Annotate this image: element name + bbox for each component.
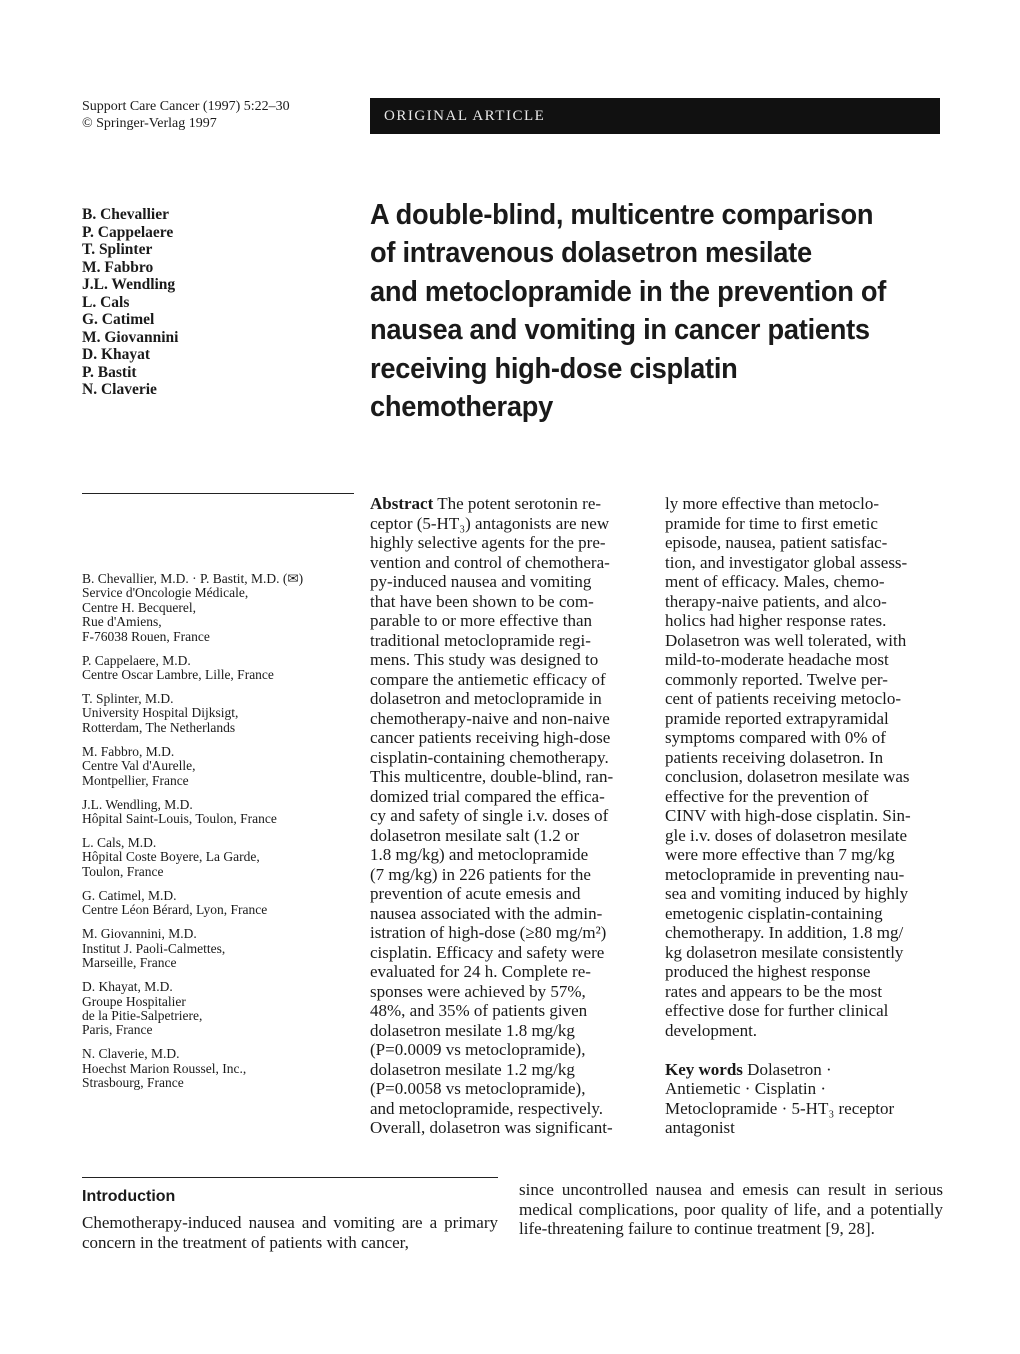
author-name: G. Catimel xyxy=(82,311,155,328)
journal-citation xyxy=(82,98,290,132)
affiliation-line: D. Khayat, M.D. xyxy=(82,979,173,995)
title-line: A double-blind, multicentre comparison xyxy=(370,199,874,231)
title-line: of intravenous dolasetron mesilate xyxy=(370,237,812,270)
affiliation-line: Service d'Oncologie Médicale, xyxy=(82,585,249,601)
abstract-line: ceptor (5-HT₃) antagonists are new xyxy=(370,513,610,533)
author-name: M. Giovannini xyxy=(82,328,179,346)
affiliation-block xyxy=(82,572,372,644)
abstract-line: conclusion, dolasetron mesilate was xyxy=(665,767,910,786)
keyword-line: antagonist xyxy=(665,1118,735,1137)
affiliation-line: B. Chevallier, M.D. · P. Bastit, M.D. (✉) xyxy=(82,571,304,586)
affiliation-block xyxy=(82,692,372,735)
divider xyxy=(82,493,354,494)
abstract-line: domized trial compared the effica- xyxy=(370,786,605,806)
introduction-text-right: since uncontrolled nausea and emesis can result in serious medical complications, poor quality of life, and a potentially life-threatening failure to continue treatment [9, 28]. xyxy=(519,1180,943,1238)
affiliation-line: Toulon, France xyxy=(82,863,164,879)
affiliation-line: Hôpital Coste Boyere, La Garde, xyxy=(82,849,260,865)
affiliation-line: M. Fabbro, M.D. xyxy=(82,743,175,759)
affiliation-line: Paris, France xyxy=(82,1022,153,1038)
affiliation-block xyxy=(82,836,372,879)
affiliation-line: Strasbourg, France xyxy=(82,1075,184,1091)
author-name: L. Cals xyxy=(82,293,130,311)
affiliation-block xyxy=(82,654,372,683)
affiliation-block xyxy=(82,980,372,1038)
abstract-line: kg dolasetron mesilate consistently xyxy=(665,942,904,962)
abstract-line: effective dose for further clinical xyxy=(665,1001,889,1020)
abstract-line: chemotherapy. In addition, 1.8 mg/ xyxy=(665,923,904,942)
author-name: P. Bastit xyxy=(82,363,137,381)
abstract-line: vention and control of chemothera- xyxy=(370,552,610,572)
abstract-label: Abstract xyxy=(370,494,434,513)
keyword-line xyxy=(665,1060,947,1080)
abstract-line: This multicentre, double-blind, ran- xyxy=(370,767,614,786)
affiliation-block xyxy=(82,1047,372,1090)
affiliation-line: Montpellier, France xyxy=(82,772,189,788)
affiliation-line: Centre H. Becquerel, xyxy=(82,599,196,615)
abstract-line: tion, and investigator global assess- xyxy=(665,552,908,572)
affiliation-block xyxy=(82,927,372,970)
abstract-line: (P=0.0009 vs metoclopramide), xyxy=(370,1040,586,1059)
abstract-line: dolasetron mesilate 1.8 mg/kg xyxy=(370,1020,575,1040)
abstract-line: cancer patients receiving high-dose xyxy=(370,728,611,747)
introduction-text-left: Chemotherapy-induced nausea and vomiting are a primary concern in the treatment of patients with cancer, xyxy=(82,1213,498,1252)
affiliation-line: P. Cappelaere, M.D. xyxy=(82,652,191,668)
abstract-line: commonly reported. Twelve per- xyxy=(665,669,888,689)
author-name: N. Claverie xyxy=(82,381,157,398)
abstract-line xyxy=(370,494,650,514)
abstract-line: traditional metoclopramide regi- xyxy=(370,630,591,650)
abstract-line: prevention of acute emesis and xyxy=(370,884,581,903)
affiliation-line: Centre Val d'Aurelle, xyxy=(82,758,196,774)
abstract-line: patients receiving dolasetron. In xyxy=(665,747,884,767)
article-type-banner: ORIGINAL ARTICLE xyxy=(370,98,940,134)
keywords-label: Key words xyxy=(665,1059,743,1079)
abstract-line: development. xyxy=(665,1020,758,1040)
abstract-line: ment of efficacy. Males, chemo- xyxy=(665,572,885,591)
abstract-column-1 xyxy=(370,494,650,1138)
affiliation-block xyxy=(82,745,372,788)
abstract-line: holics had higher response rates. xyxy=(665,611,887,630)
abstract-line: sea and vomiting induced by highly xyxy=(665,884,909,903)
journal-line: Support Care Cancer (1997) 5:22–30 xyxy=(82,99,290,114)
author-name: P. Cappelaere xyxy=(82,223,174,241)
abstract-line: and metoclopramide, respectively. xyxy=(370,1098,604,1118)
spacer xyxy=(665,1040,947,1060)
affiliation-line: G. Catimel, M.D. xyxy=(82,887,177,903)
article-title xyxy=(370,196,915,426)
abstract-line: cent of patients receiving metoclo- xyxy=(665,689,902,708)
abstract-line: symptoms compared with 0% of xyxy=(665,728,886,747)
abstract-line: (7 mg/kg) in 226 patients for the xyxy=(370,864,591,884)
abstract-line: effective for the prevention of xyxy=(665,786,869,806)
abstract-line: Dolasetron was well tolerated, with xyxy=(665,630,907,650)
affiliation-line: de la Pitie-Salpetriere, xyxy=(82,1007,203,1023)
affiliation-line: Hôpital Saint-Louis, Toulon, France xyxy=(82,811,277,827)
author-name: D. Khayat xyxy=(82,346,151,363)
abstract-line: mens. This study was designed to xyxy=(370,650,599,669)
abstract-line: py-induced nausea and vomiting xyxy=(370,572,592,591)
title-line: receiving high-dose cisplatin xyxy=(370,352,738,385)
abstract-line: rates and appears to be the most xyxy=(665,981,883,1001)
abstract-line: metoclopramide in preventing nau- xyxy=(665,864,905,884)
abstract-line: pramide reported extrapyramidal xyxy=(665,708,889,728)
affiliation-block xyxy=(82,798,372,827)
affiliation-line: Rotterdam, The Netherlands xyxy=(82,719,236,735)
abstract-line: dolasetron and metoclopramide in xyxy=(370,689,602,708)
abstract-line: ly more effective than metoclo- xyxy=(665,494,879,513)
abstract-line: emetogenic cisplatin-containing xyxy=(665,903,883,923)
affiliation-line: L. Cals, M.D. xyxy=(82,835,157,851)
keyword-line: Metoclopramide · 5-HT₃ receptor xyxy=(665,1098,895,1118)
abstract-line: cisplatin. Efficacy and safety were xyxy=(370,942,605,962)
affiliation-line: Rue d'Amiens, xyxy=(82,614,162,630)
abstract-line: 48%, and 35% of patients given xyxy=(370,1001,588,1020)
abstract-text: The potent serotonin re- xyxy=(437,494,602,513)
keyword-text: Dolasetron · xyxy=(747,1059,832,1079)
author-name: T. Splinter xyxy=(82,241,153,258)
affiliation-line: M. Giovannini, M.D. xyxy=(82,926,197,942)
affiliation-line: Marseille, France xyxy=(82,955,177,971)
abstract-line: highly selective agents for the pre- xyxy=(370,533,606,552)
affiliation-line: Centre Oscar Lambre, Lille, France xyxy=(82,667,274,683)
affiliation-line: N. Claverie, M.D. xyxy=(82,1046,180,1062)
abstract-line: were more effective than 7 mg/kg xyxy=(665,845,895,864)
keyword-line: Antiemetic · Cisplatin · xyxy=(665,1079,826,1098)
abstract-line: mild-to-moderate headache most xyxy=(665,650,889,669)
abstract-line: cisplatin-containing chemotherapy. xyxy=(370,747,609,767)
affiliations xyxy=(82,572,372,1100)
abstract-line: Overall, dolasetron was significant- xyxy=(370,1118,613,1137)
abstract-line: evaluated for 24 h. Complete re- xyxy=(370,962,591,981)
affiliation-block xyxy=(82,889,372,918)
affiliation-line: J.L. Wendling, M.D. xyxy=(82,796,193,812)
abstract-line: episode, nausea, patient satisfac- xyxy=(665,533,888,552)
title-line: chemotherapy xyxy=(370,391,553,424)
abstract-line: CINV with high-dose cisplatin. Sin- xyxy=(665,806,911,825)
abstract-line: gle i.v. doses of dolasetron mesilate xyxy=(665,825,908,845)
abstract-line: istration of high-dose (≥80 mg/m²) xyxy=(370,923,607,942)
title-line: nausea and vomiting in cancer patients xyxy=(370,314,870,347)
author-name: J.L. Wendling xyxy=(82,276,176,293)
abstract-line: compare the antiemetic efficacy of xyxy=(370,669,606,689)
abstract-line: dolasetron mesilate 1.2 mg/kg xyxy=(370,1059,575,1079)
abstract-column-2 xyxy=(665,494,947,1138)
affiliation-line: Institut J. Paoli-Calmettes, xyxy=(82,940,226,956)
abstract-line: produced the highest response xyxy=(665,962,871,981)
affiliation-line: Hoechst Marion Roussel, Inc., xyxy=(82,1060,247,1076)
author-name: M. Fabbro xyxy=(82,258,154,276)
divider xyxy=(82,1177,498,1178)
author-list xyxy=(82,206,178,399)
abstract-line: pramide for time to first emetic xyxy=(665,513,878,533)
abstract-line: dolasetron mesilate salt (1.2 or xyxy=(370,825,580,845)
abstract-line: (P=0.0058 vs metoclopramide), xyxy=(370,1079,586,1098)
abstract-line: therapy-naive patients, and alco- xyxy=(665,591,887,611)
author-name: B. Chevallier xyxy=(82,206,169,223)
abstract-line: 1.8 mg/kg) and metoclopramide xyxy=(370,845,589,864)
abstract-line: cy and safety of single i.v. doses of xyxy=(370,806,609,825)
affiliation-line: Centre Léon Bérard, Lyon, France xyxy=(82,902,268,918)
abstract-line: chemotherapy-naive and non-naive xyxy=(370,708,610,728)
abstract-line: sponses were achieved by 57%, xyxy=(370,981,586,1001)
abstract-line: parable to or more effective than xyxy=(370,611,592,630)
abstract-line: nausea associated with the admin- xyxy=(370,903,603,923)
affiliation-line: University Hospital Dijksigt, xyxy=(82,705,239,721)
affiliation-line: T. Splinter, M.D. xyxy=(82,691,174,707)
section-heading: Introduction xyxy=(82,1188,176,1205)
affiliation-line: Groupe Hospitalier xyxy=(82,993,186,1009)
copyright-line: © Springer-Verlag 1997 xyxy=(82,116,217,131)
abstract-line: that have been shown to be com- xyxy=(370,591,594,611)
title-line: and metoclopramide in the prevention of xyxy=(370,275,887,308)
affiliation-line: F-76038 Rouen, France xyxy=(82,628,210,644)
